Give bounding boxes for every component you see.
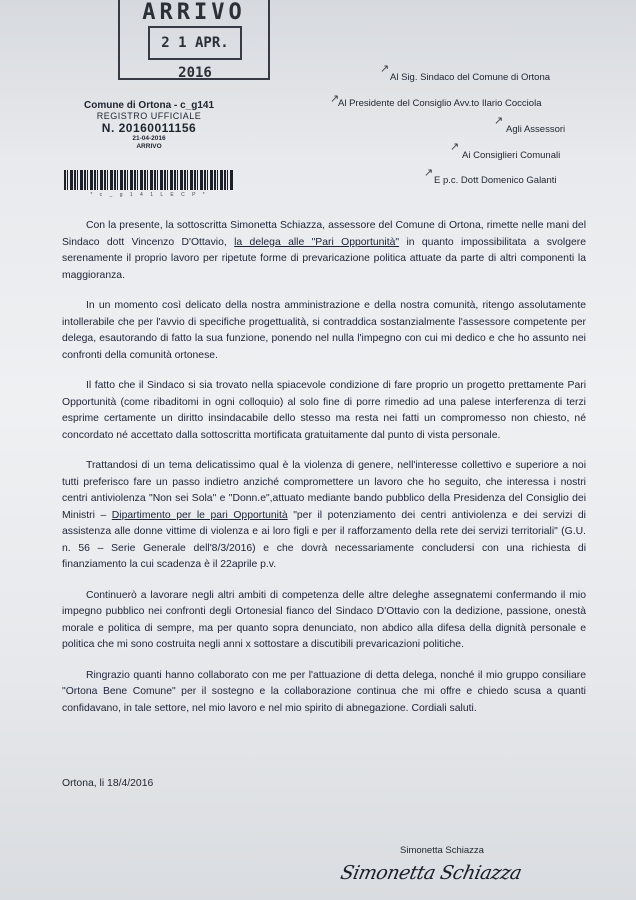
paragraph-4-text: Trattandosi di un tema delicatissimo qual è la violenza di genere, nell'interesse collettivo e superiore a noi tutti preferisco fare un passo indietro anziché compromettere un lavoro che ho seguito, che interessa i nostri centri antiviolenza "Non sei Sola" e "Donn.e",attuato mediante bando pubblico della Presidenza del Consiglio dei Ministri – bbox=[62, 460, 586, 521]
arrow-mark-icon: ↗ bbox=[380, 63, 390, 75]
registry-comune: Comune di Ortona - c_g141 bbox=[83, 100, 215, 111]
recipient-assessori: Agli Assessori bbox=[506, 124, 566, 135]
paragraph-1-text: Con la presente, la sottoscritta Simonetta Schiazza, assessore del Comune di Ortona, rimette nelle mani del Sindaco dott Vincenzo D'Ottavio, bbox=[62, 220, 586, 248]
paragraph-4 bbox=[62, 458, 586, 574]
arrival-stamp bbox=[118, 0, 270, 80]
registry-label: REGISTRO UFFICIALE bbox=[96, 111, 202, 121]
registry-block bbox=[64, 100, 234, 151]
stamp-title: ARRIVO bbox=[142, 0, 246, 25]
recipient-presidente: Al Presidente del Consiglio Avv.to Ilario Cocciola bbox=[338, 98, 542, 109]
arrow-mark-icon: ↗ bbox=[494, 115, 504, 127]
registry-type: ARRIVO bbox=[136, 143, 162, 150]
registry-date: 21-04-2016 bbox=[132, 135, 166, 142]
registry-barcode bbox=[64, 170, 234, 190]
recipient-sindaco: Al Sig. Sindaco del Comune di Ortona bbox=[390, 72, 551, 83]
paragraph-6: Ringrazio quanti hanno collaborato con me per l'attuazione di detta delega, nonché il mio gruppo consiliare "Ortona Bene Comune" per il sostegno e la collaborazione continua che mi offre e chiedo scusa a quanti confidavano, in tale settore, nel mio lavoro e nel mio spirito di abnegazione. Cordiali saluti. bbox=[62, 669, 586, 714]
arrow-mark-icon: ↗ bbox=[450, 141, 460, 153]
handwritten-signature: Simonetta Schiazza bbox=[338, 862, 524, 884]
paragraph-4-text-end: "per il potenziamento dei centri antiviolenza e dei servizi di assistenza alle donne vittime di violenza e ai loro figli e per il rafforzamento della rete dei servizi territoriali" (G.U. n. 56 – Serie Generale dell'8/3/2016) e che dovrà necessariamente concludersi con una richiesta di finanziamento la cui scadenza è il 22aprile p.v. bbox=[62, 509, 586, 570]
letter-body bbox=[62, 218, 586, 731]
signer-name: Simonetta Schiazza bbox=[400, 845, 484, 856]
paragraph-3: Il fatto che il Sindaco si sia trovato nella spiacevole condizione di fare proprio un progetto prettamente Pari Opportunità (come ribaditomi in ogni colloquio) al solo fine di porre rimedio ad una palese interferenza di terzi esprime certamente un diritto insindacabile dello stesso ma resta nei fatti un compromesso non chiesto, né concordato né accettato dalla sottoscritta mortificata gratuitamente dal punto di vista personale. bbox=[62, 380, 586, 441]
arrow-mark-icon: ↗ bbox=[424, 167, 434, 179]
stamp-date: 2 1 APR. 2016 bbox=[148, 26, 242, 60]
paragraph-2: In un momento così delicato della nostra amministrazione e della nostra comunità, ritengo assolutamente intollerabile che per l'avvio di specifiche progettualità, si contraddica sostanzialmente l'assessore competente per delega, esautorando di fatto la sua funzione, ponendo nel nulla l'impegno con cui mi dedico e che ho assunto nei confronti della comunità ortonese. bbox=[62, 300, 586, 361]
paragraph-5: Continuerò a lavorare negli altri ambiti di competenza delle altre deleghe assegnatemi confermando il mio impegno pubblico nei confronti degli Ortonesial fianco del Sindaco D'Ottavio con la dedizione, passione, onestà morale e politica di sempre, ma per quanto sopra denunciato, non abdico alla difesa della dignità personale e politica che mi sono costruita negli anni x sottostare a discutibili prevaricazioni politiche. bbox=[62, 589, 586, 650]
dipartimento-underlined: Dipartimento per le pari Opportunità bbox=[111, 509, 288, 521]
place-date: Ortona, li 18/4/2016 bbox=[62, 778, 154, 789]
delega-underlined: la delega alle "Pari Opportunità" bbox=[234, 236, 400, 248]
paragraph-1 bbox=[62, 218, 586, 284]
paragraph-1-text-end: in quanto impossibilitata a svolgere serenamente il proprio lavoro per ripetute forme di prevaricazione politica attuate da parte di altri componenti la maggioranza. bbox=[62, 236, 586, 281]
recipient-galanti: E p.c. Dott Domenico Galanti bbox=[434, 175, 557, 186]
barcode-text: * c _ g 1 4 1 L E C P * bbox=[90, 192, 208, 198]
registry-number: N. 20160011156 bbox=[101, 121, 197, 135]
recipient-consiglieri: Ai Consiglieri Comunali bbox=[462, 150, 561, 161]
arrow-mark-icon: ↗ bbox=[330, 93, 340, 105]
